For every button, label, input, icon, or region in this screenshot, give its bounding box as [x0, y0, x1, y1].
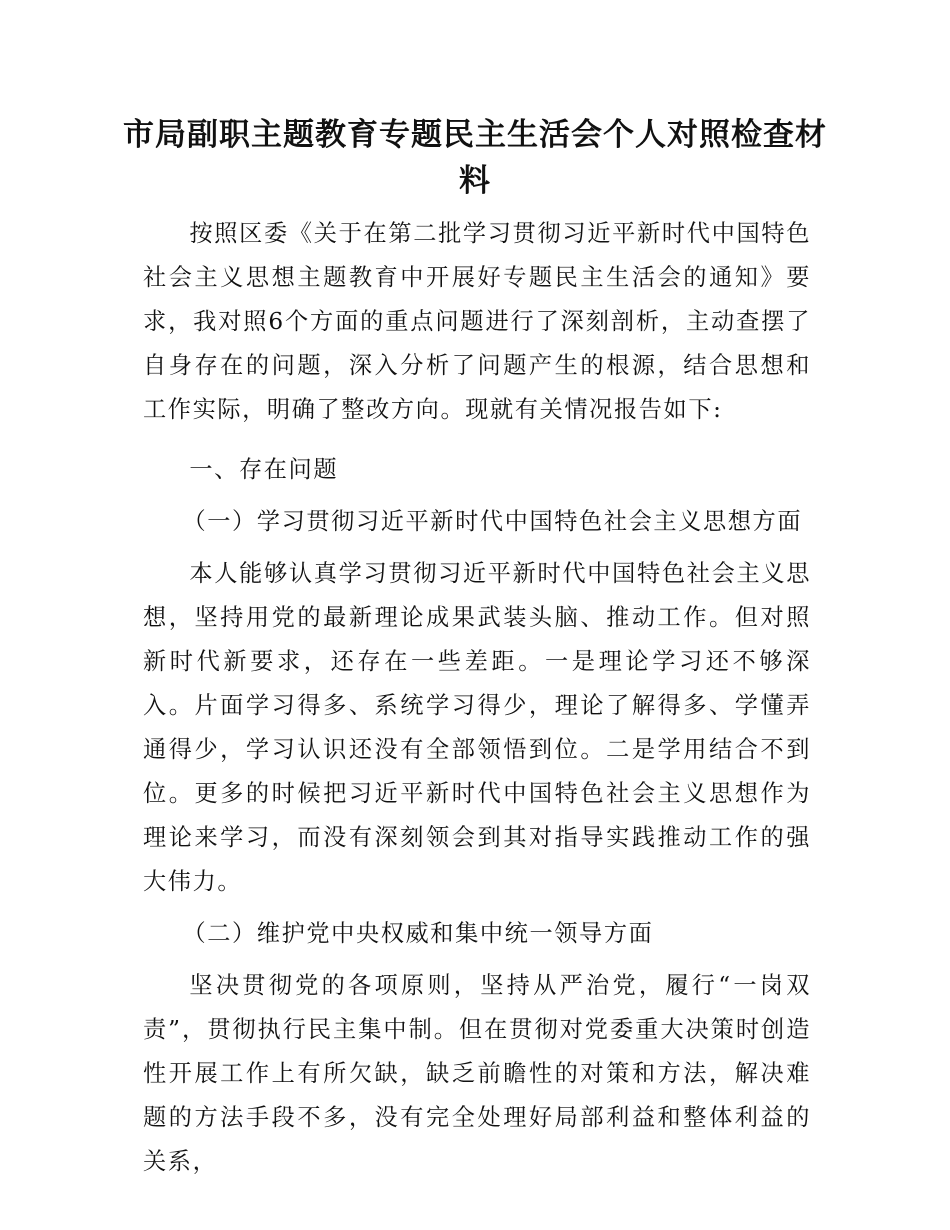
document-title: 市局副职主题教育专题民主生活会个人对照检查材料	[123, 117, 827, 199]
spacer	[143, 432, 811, 440]
subsection-heading-study: （一）学习贯彻习近平新时代中国特色社会主义思想方面	[182, 508, 803, 535]
subsection-body-leadership: 坚决贯彻党的各项原则，坚持从严治党，履行“一岗双责”，贯彻执行民主集中制。但在贯彻对党委重大决策时创造性开展工作上有所欠缺，缺乏前瞻性的对策和方法，解决难题的方法手段不多，没有完全处理好局部利益和整体利益的关系，	[143, 972, 811, 1175]
document-body	[143, 212, 811, 1184]
section-heading-problems: 一、存在问题	[189, 456, 339, 483]
subsection-heading-leadership: （二）维护党中央权威和集中统一领导方面	[182, 920, 654, 947]
intro-paragraph: 按照区委《关于在第二批学习贯彻习近平新时代中国特色社会主义思想主题教育中开展好专题民主生活会的通知》要求，我对照6个方面的重点问题进行了深刻剖析，主动查摆了自身存在的问题，深入分析了问题产生的根源，结合思想和工作实际，明确了整改方向。现就有关情况报告如下:	[143, 220, 811, 423]
subsection-body-study: 本人能够认真学习贯彻习近平新时代中国特色社会主义思想，坚持用党的最新理论成果武装头脑、推动工作。但对照新时代新要求，还存在一些差距。一是理论学习还不够深入。片面学习得多、系统学习得少，理论了解得多、学懂弄通得少，学习认识还没有全部领悟到位。二是学用结合不到位。更多的时候把习近平新时代中国特色社会主义思想作为理论来学习，而没有深刻领会到其对指导实践推动工作的强大伟力。	[143, 560, 811, 895]
